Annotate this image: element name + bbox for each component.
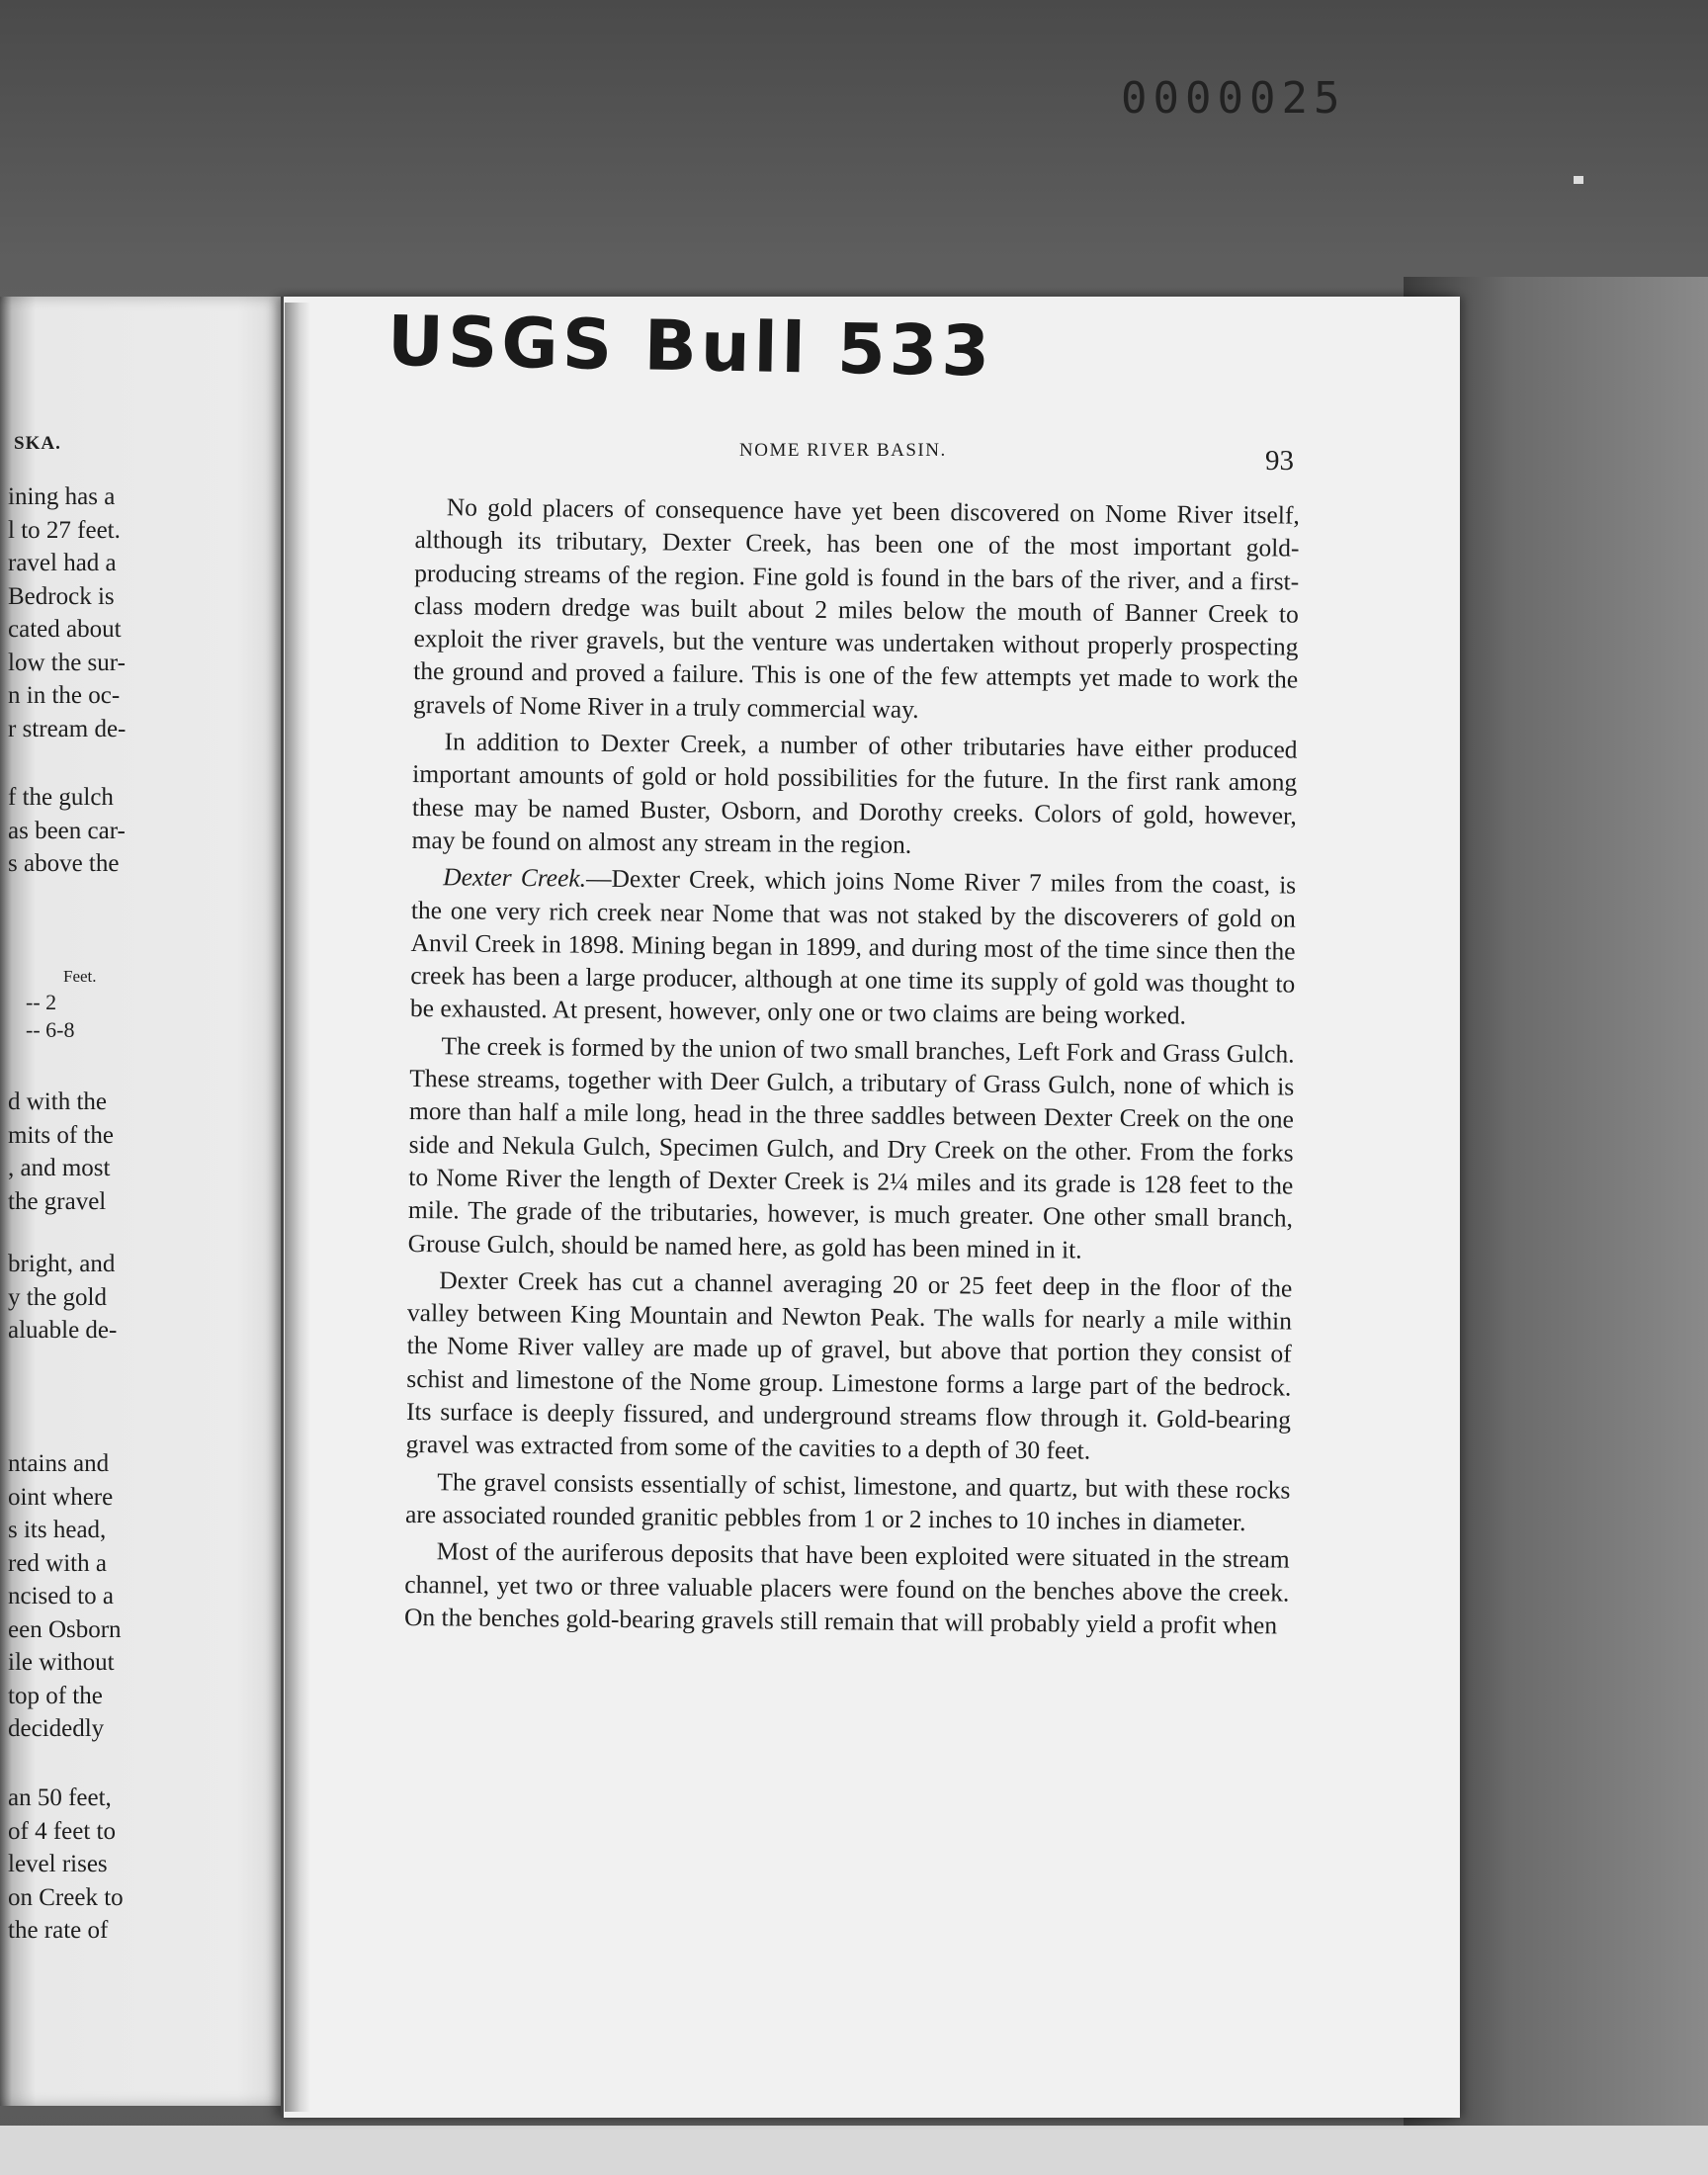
- paragraph: In addition to Dexter Creek, a number of other tributaries have either produced important amounts of gold or hold possibilities for the future. In the first rank among these may be named Buster, Osborn, and Dorothy creeks. Colors of gold, however, may be found on almost any stream in the region.: [411, 727, 1298, 859]
- left-table-header: Feet.: [63, 967, 97, 986]
- left-text-block-d: [8, 1248, 176, 1348]
- left-running-head: SKA.: [14, 433, 61, 454]
- paragraph-text: —Dexter Creek, which joins Nome River 7 miles from the coast, is the one very rich creek near Nome that was not staked by the discoverers of gold on Anvil Creek in 1898. Mining began in 1899, and during most of the time since then the creek has been a large producer, although at one time its supply of gold was thought to be exhausted. At present, however, only one or two claims are being worked.: [409, 863, 1297, 1030]
- left-line: the rate of: [8, 1917, 109, 1944]
- left-line: f the gulch: [8, 784, 114, 811]
- left-text-block-e: [8, 1447, 176, 1746]
- left-line: l to 27 feet.: [8, 516, 121, 544]
- left-line: top of the: [8, 1682, 103, 1709]
- paragraph: No gold placers of consequence have yet been discovered on Nome River itself, although its tributary, Dexter Creek, has been one of the most important gold-producing streams of the region. Fine gold is found in the bars of the river, and a first-class modern dredge was built about 2 miles below the mouth of Banner Creek to exploit the river gravels, but the venture was undertaken without properly prospecting the ground and proved a failure. This is one of the few attempts yet made to work the gravels of Nome River in a truly commercial way.: [412, 492, 1300, 724]
- left-line: decidedly: [8, 1715, 105, 1742]
- left-line: red with a: [8, 1549, 107, 1577]
- left-line: ile without: [8, 1649, 115, 1676]
- left-line: y the gold: [8, 1283, 107, 1311]
- left-line: level rises: [8, 1851, 108, 1877]
- paragraph: The gravel consists essentially of schist, limestone, and quartz, but with these rocks are associated rounded granitic pebbles from 1 or 2 inches to 10 inches in diameter.: [404, 1466, 1291, 1537]
- left-line: s its head,: [8, 1517, 107, 1543]
- left-text-block-a: [8, 480, 176, 745]
- left-line: cated about: [8, 616, 122, 643]
- body-text: [404, 490, 1300, 1646]
- left-line: bright, and: [8, 1251, 116, 1277]
- left-text-block-f: [8, 1782, 176, 1948]
- left-table: [26, 989, 74, 1044]
- left-line: ravel had a: [8, 550, 117, 576]
- left-line: low the sur-: [8, 649, 126, 676]
- left-line: een Osborn: [8, 1615, 122, 1643]
- scan-bottom-edge: [0, 2126, 1708, 2175]
- left-line: s above the: [8, 850, 120, 877]
- left-line: ntains and: [8, 1450, 110, 1477]
- left-line: ining has a: [8, 483, 116, 510]
- left-line: r stream de-: [8, 715, 127, 742]
- left-line: on Creek to: [8, 1883, 124, 1911]
- handwritten-note: USGS Bull 533: [386, 300, 994, 392]
- left-line: mits of the: [8, 1121, 114, 1149]
- left-line: , and most: [8, 1155, 111, 1181]
- left-text-block-c: [8, 1086, 176, 1218]
- left-line: n in the oc-: [8, 682, 121, 709]
- page-number: 93: [1265, 445, 1294, 477]
- left-table-row: -- 6-8: [26, 1017, 75, 1042]
- book-gutter: [285, 303, 310, 2112]
- left-line: of 4 feet to: [8, 1817, 116, 1845]
- left-table-row: -- 2: [26, 990, 57, 1014]
- running-head: NOME RIVER BASIN.: [739, 440, 947, 461]
- left-line: the gravel: [8, 1187, 107, 1215]
- scan-speck: [1574, 176, 1583, 184]
- left-line: aluable de-: [8, 1317, 118, 1344]
- paragraph: The creek is formed by the union of two small branches, Left Fork and Grass Gulch. These streams, together with Deer Gulch, a tributary of Grass Gulch, none of which is more than half a mile long, head in the three saddles between Dexter Creek on the one side and Nekula Gulch, Specimen Gulch, and Dry Creek on the other. From the forks to Nome River the length of Dexter Creek is 2¼ miles and its grade is 128 feet to the mile. The grade of the tributaries, however, is much greater. One other small branch, Grouse Gulch, should be named here, as gold has been mined in it.: [407, 1031, 1295, 1264]
- left-line: oint where: [8, 1483, 114, 1511]
- left-line: Bedrock is: [8, 582, 115, 610]
- archive-stamp-number: 0000025: [1121, 73, 1346, 124]
- left-line: as been car-: [8, 817, 126, 844]
- left-line: d with the: [8, 1088, 107, 1115]
- left-line: ncised to a: [8, 1583, 114, 1610]
- left-text-block-b: [8, 781, 176, 881]
- left-line: an 50 feet,: [8, 1784, 112, 1811]
- paragraph: Dexter Creek has cut a channel averaging 20 or 25 feet deep in the floor of the valley between King Mountain and Newton Peak. The walls for nearly a mile within the Nome River valley are made up of gravel, but above that portion they consist of schist and limestone of the Nome group. Limestone forms a large part of the bedrock. Its surface is deeply fissured, and underground streams flow through it. Gold-bearing gravel was extracted from some of the cavities to a depth of 30 feet.: [405, 1265, 1293, 1465]
- paragraph: [410, 860, 1297, 1033]
- paragraph: Most of the auriferous deposits that have been exploited were situated in the stream channel, yet two or three valuable placers were found on the benches above the creek. On the benches gold-bearing gravels still remain that will probably yield a profit when: [403, 1536, 1290, 1640]
- section-heading-dexter-creek: Dexter Creek.: [443, 862, 587, 893]
